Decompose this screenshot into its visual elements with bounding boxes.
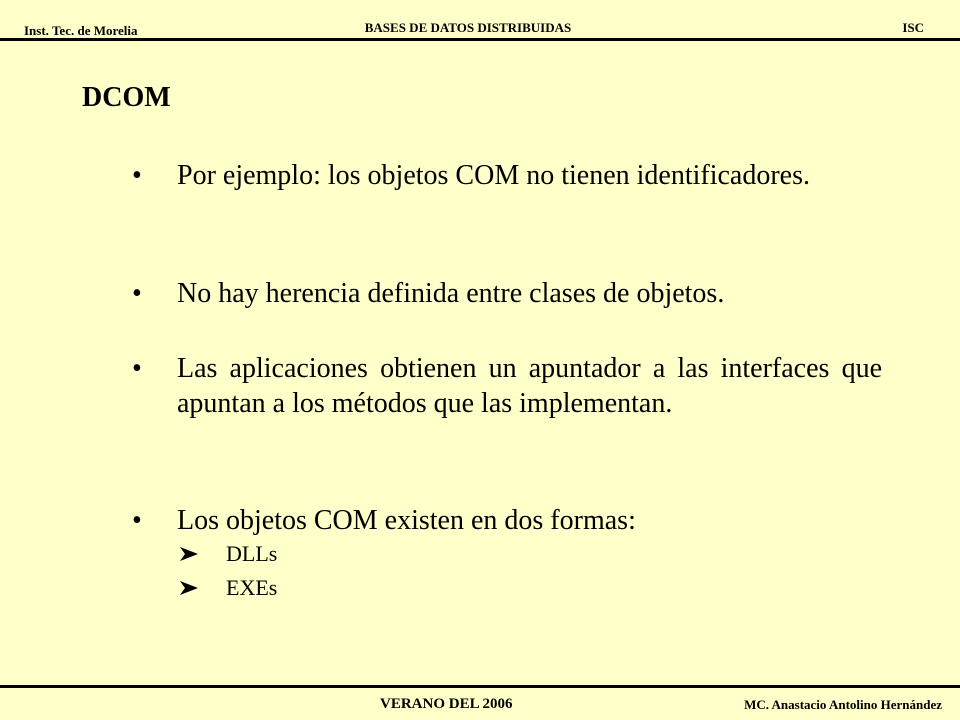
footer-divider <box>0 685 960 688</box>
sub-bullet-text: EXEs <box>226 575 278 600</box>
footer-author: MC. Anastacio Antolino Hernández <box>744 697 942 712</box>
header-program: ISC <box>902 20 924 35</box>
slide-title: DCOM <box>82 82 171 113</box>
bullet-dot-icon: • <box>132 160 142 191</box>
footer-term: VERANO DEL 2006 <box>380 696 513 712</box>
arrowhead-bullet-icon <box>180 547 198 561</box>
header-course-title: BASES DE DATOS DISTRIBUIDAS <box>364 20 572 35</box>
bullet-text: Por ejemplo: los objetos COM no tienen identificadores. <box>177 160 811 191</box>
header-divider <box>0 38 960 41</box>
bullet-dot-icon: • <box>132 353 142 384</box>
bullet-text: No hay herencia definida entre clases de objetos. <box>177 278 725 309</box>
sub-bullet-text: DLLs <box>226 541 278 566</box>
bullet-dot-icon: • <box>132 505 142 536</box>
bullet-dot-icon: • <box>132 278 142 309</box>
bullet-text: Las aplicaciones obtienen un apuntador a las interfaces que apuntan a los métodos que las implementan. <box>177 353 882 419</box>
bullet-text: Los objetos COM existen en dos formas: <box>177 505 636 536</box>
arrowhead-bullet-icon <box>180 581 198 595</box>
header-institution: Inst. Tec. de Morelia <box>24 23 138 38</box>
